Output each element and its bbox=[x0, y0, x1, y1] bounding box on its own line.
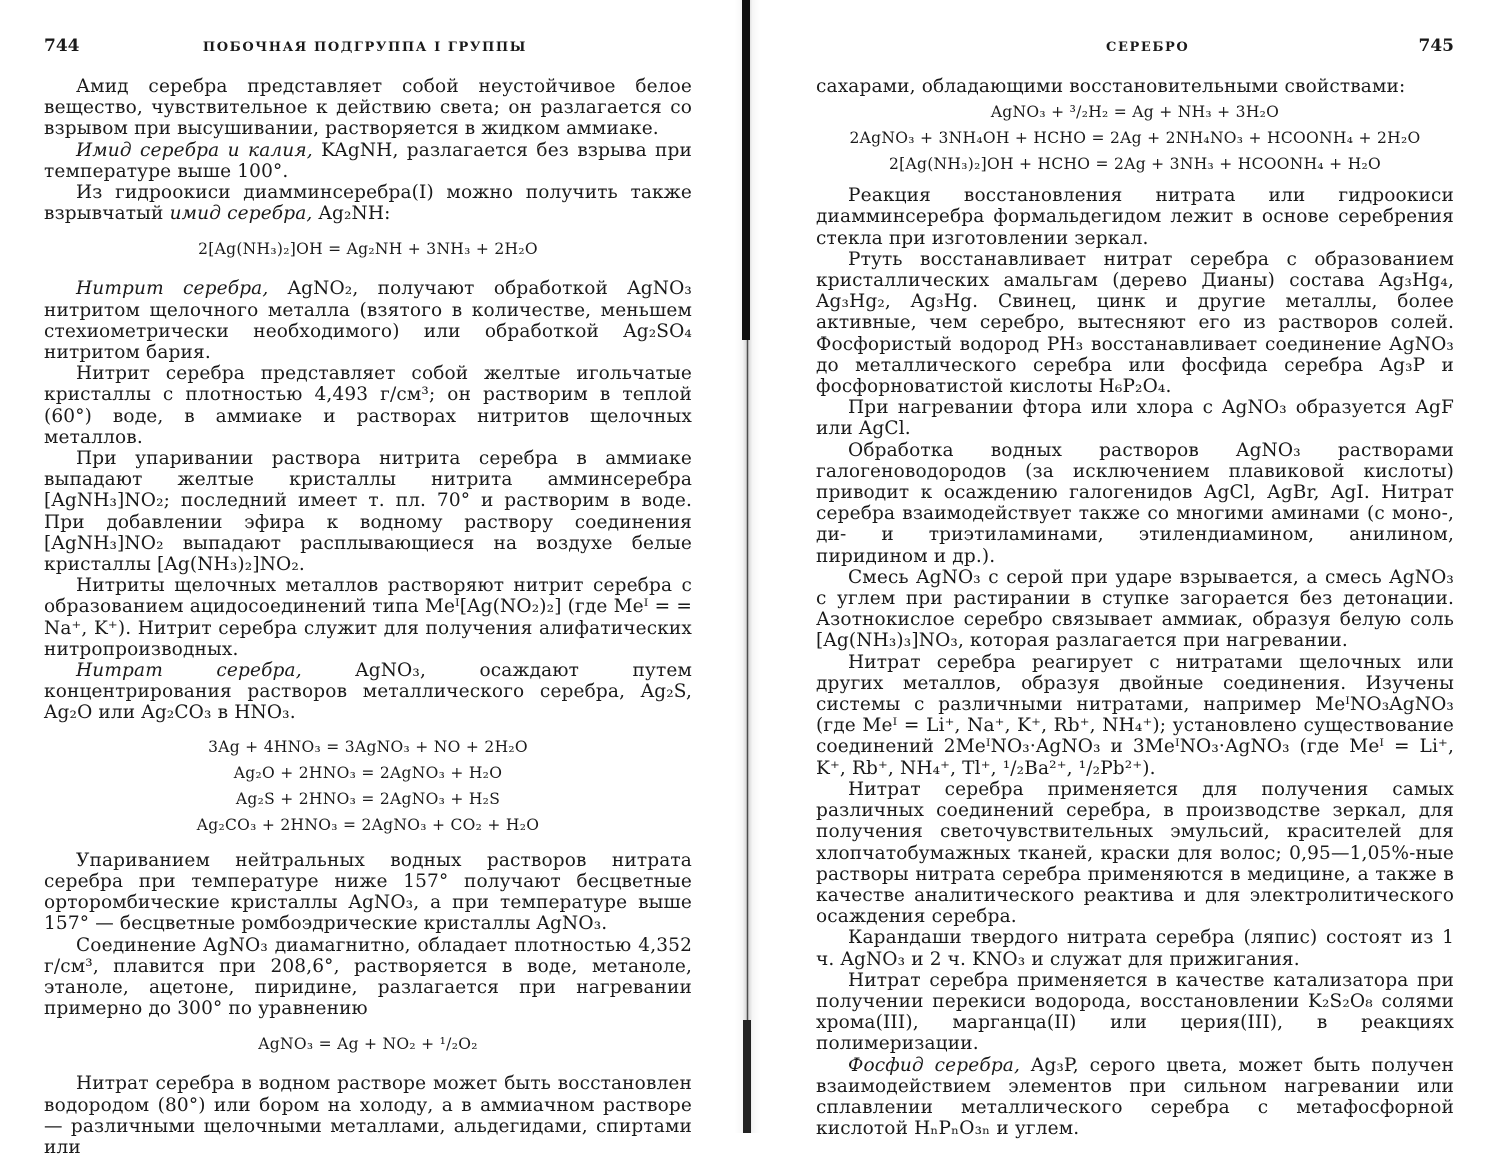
paragraph: Нитрат серебра реагирует с нитратами щелочных или других металлов, образуя двойные соединения. Изучены системы с различными нитратами, например MeᴵNO₃AgNO₃ (где Meᴵ = Li⁺, Na⁺, K⁺, Rb⁺, NH₄⁺); установлено существование соединений 2MeᴵNO₃·AgNO₃ и 3MeᴵNO₃·AgNO₃ (где Meᴵ = Li⁺, K⁺, Rb⁺, NH₄⁺, Tl⁺, ¹/₂Ba²⁺, ¹/₂Pb²⁺). bbox=[816, 651, 1454, 779]
gutter-shadow bbox=[742, 0, 750, 340]
paragraph: Нитрат серебра применяется для получения самых различных соединений серебра, в производстве зеркал, для получения светочувствительных эмульсий, красителей для хлопчатобумажных тканей, краски для волос; 0,95—1,05%-ные растворы нитрата серебра применяются в медицине, а также в качестве аналитического реактива и для электролитического осаждения серебра. bbox=[816, 778, 1454, 928]
term-italic: Имид серебра и калия, bbox=[76, 139, 313, 161]
paragraph-text: KAgNH, разлагается без взрыва при температуре выше 100°. bbox=[44, 139, 692, 182]
paragraph: Нитриты щелочных металлов растворяют нитрит серебра с образованием ацидосоединений типа Meᴵ[Ag(NO₂)₂] (где Meᴵ = = Na⁺, K⁺). Нитрит серебра служит для получения алифатических нитропроизводных. bbox=[44, 575, 692, 660]
equation: AgNO₃ = Ag + NO₂ + ¹/₂O₂ bbox=[258, 1035, 478, 1054]
right-page-header bbox=[816, 36, 1454, 76]
equation-block bbox=[44, 734, 692, 838]
term-italic: Нитрит серебра, bbox=[76, 278, 269, 300]
left-page-header bbox=[44, 36, 692, 76]
paragraph bbox=[44, 278, 692, 363]
paragraph: Смесь AgNO₃ с серой при ударе взрывается, а смесь AgNO₃ с углем при растирании в ступке загорается без детонации. Азотнокислое серебро связывает аммиак, образуя белую соль [Ag(NH₃)₃]NO₃, которая разлагается при нагревании. bbox=[816, 566, 1454, 652]
paragraph-text: Из гидроокиси диамминсеребра(I) можно получить также взрывчатый bbox=[44, 182, 692, 225]
paragraph: При упаривании раствора нитрита серебра в аммиаке выпадают желтые кристаллы нитрита амминсеребра [AgNH₃]NO₂; последний имеет т. пл. 70° и растворим в воде. При добавлении эфира к водному раствору соединения [AgNH₃]NO₂ выпадают расплывающиеся на воздухе белые кристаллы [Ag(NH₃)₂]NO₂. bbox=[44, 448, 692, 576]
equation: 3Ag + 4HNO₃ = 3AgNO₃ + NO + 2H₂O bbox=[208, 737, 528, 756]
paragraph: Нитрат серебра в водном растворе может быть восстановлен водородом (80°) или бором на холоду, а в аммиачном растворе — различными щелочными металлами, альдегидами, спиртами или bbox=[44, 1073, 692, 1158]
page-number: 745 bbox=[1418, 36, 1454, 56]
page-number: 744 bbox=[44, 36, 80, 56]
running-head: ПОБОЧНАЯ ПОДГРУППА I ГРУППЫ bbox=[202, 40, 527, 55]
equation-block bbox=[816, 99, 1454, 177]
gutter-shadow bbox=[743, 1020, 751, 1133]
paragraph-text: Ag₂NH: bbox=[312, 203, 391, 225]
term-italic: имид серебра, bbox=[169, 203, 313, 225]
paragraph: Нитрит серебра представляет собой желтые игольчатые кристаллы с плотностью 4,493 г/см³; он растворим в теплой (60°) воде, в аммиаке и растворах нитритов щелочных металлов. bbox=[44, 363, 692, 448]
paragraph: Амид серебра представляет собой неустойчивое белое вещество, чувствительное к действию света; он разлагается со взрывом при высушивании, растворяется в жидком аммиаке. bbox=[44, 76, 692, 140]
equation: Ag₂O + 2HNO₃ = 2AgNO₃ + H₂O bbox=[233, 763, 503, 782]
term-italic: Нитрат серебра, bbox=[76, 660, 302, 682]
paragraph: Обработка водных растворов AgNO₃ растворами галогеноводородов (за исключением плавиковой кислоты) приводит к осаждению галогенидов AgCl, AgBr, AgI. Нитрат серебра взаимодействует также со многими аминами (с моно-, ди- и триэтиламинами, этилендиамином, анилином, пиридином и др.). bbox=[816, 439, 1454, 567]
left-page bbox=[0, 0, 735, 1158]
paragraph-text: Ag₃P, серого цвета, может быть получен взаимодействием элементов при сильном нагревании или сплавлении металлического серебра с метафосфорной кислотой HₙPₙO₃ₙ и углем. bbox=[816, 1054, 1454, 1140]
paragraph: Карандаши твердого нитрата серебра (ляпис) состоят из 1 ч. AgNO₃ и 2 ч. KNO₃ и служат для прижигания. bbox=[816, 927, 1454, 970]
right-page bbox=[760, 0, 1508, 1140]
paragraph bbox=[44, 182, 692, 224]
equation: 2[Ag(NH₃)₂]OH + HCHO = 2Ag + 3NH₃ + HCOONH₄ + H₂O bbox=[888, 155, 1382, 174]
paragraph: Упариванием нейтральных водных растворов нитрата серебра при температуре ниже 157° получают бесцветные орторомбические кристаллы AgNO₃, а при температуре выше 157° — бесцветные ромбоэдрические кристаллы AgNO₃. bbox=[44, 849, 692, 935]
equation: Ag₂S + 2HNO₃ = 2AgNO₃ + H₂S bbox=[235, 789, 501, 808]
paragraph: Реакция восстановления нитрата или гидроокиси диамминсеребра формальдегидом лежит в основе серебрения стекла при изготовлении зеркал. bbox=[816, 185, 1454, 249]
paragraph bbox=[44, 140, 692, 182]
paragraph-text: AgNO₃, осаждают путем концентрирования растворов металлического серебра, Ag₂S, Ag₂O или Ag₂CO₃ в HNO₃. bbox=[44, 660, 692, 724]
paragraph: Соединение AgNO₃ диамагнитно, обладает плотностью 4,352 г/см³, плавится при 208,6°, растворяется в воде, метаноле, этаноле, ацетоне, пиридине, разлагается при нагревании примерно до 300° по уравнению bbox=[44, 934, 692, 1020]
term-italic: Фосфид серебра, bbox=[848, 1054, 1021, 1076]
paragraph: сахарами, обладающими восстановительными свойствами: bbox=[816, 76, 1406, 97]
paragraph: Нитрат серебра применяется в качестве катализатора при получении перекиси водорода, восстановлении K₂S₂O₈ солями хрома(III), марганца(II) или церия(III), в реакциях полимеризации. bbox=[816, 969, 1454, 1055]
running-head: СЕРЕБРО bbox=[1106, 40, 1190, 55]
left-page-body bbox=[44, 76, 692, 1158]
equation: 2AgNO₃ + 3NH₄OH + HCHO = 2Ag + 2NH₄NO₃ + HCOONH₄ + 2H₂O bbox=[849, 129, 1421, 148]
equation: AgNO₃ + ³/₂H₂ = Ag + NH₃ + 3H₂O bbox=[990, 103, 1280, 122]
equation: 2[Ag(NH₃)₂]OH = Ag₂NH + 3NH₃ + 2H₂O bbox=[198, 240, 538, 259]
equation: Ag₂CO₃ + 2HNO₃ = 2AgNO₃ + CO₂ + H₂O bbox=[196, 815, 540, 834]
right-page-body bbox=[816, 76, 1454, 1139]
paragraph-text: AgNO₂, получают обработкой AgNO₃ нитритом щелочного металла (взятого в количестве, меньшем стехиометрически необходимого) или обработкой Ag₂SO₄ нитритом бария. bbox=[44, 278, 692, 364]
paragraph: При нагревании фтора или хлора с AgNO₃ образуется AgF или AgCl. bbox=[816, 397, 1454, 440]
paragraph bbox=[44, 660, 692, 724]
paragraph: Ртуть восстанавливает нитрат серебра с образованием кристаллических амальгам (дерево Дианы) состава Ag₃Hg₄, Ag₃Hg₂, Ag₃Hg. Свинец, цинк и другие металлы, более активные, чем серебро, вытесняют его из растворов солей. Фосфористый водород PH₃ восстанавливает соединение AgNO₃ до металлического серебра или фосфида серебра Ag₃P и фосфорноватистой кислоты H₆P₂O₄. bbox=[816, 248, 1454, 398]
paragraph bbox=[816, 1055, 1454, 1140]
